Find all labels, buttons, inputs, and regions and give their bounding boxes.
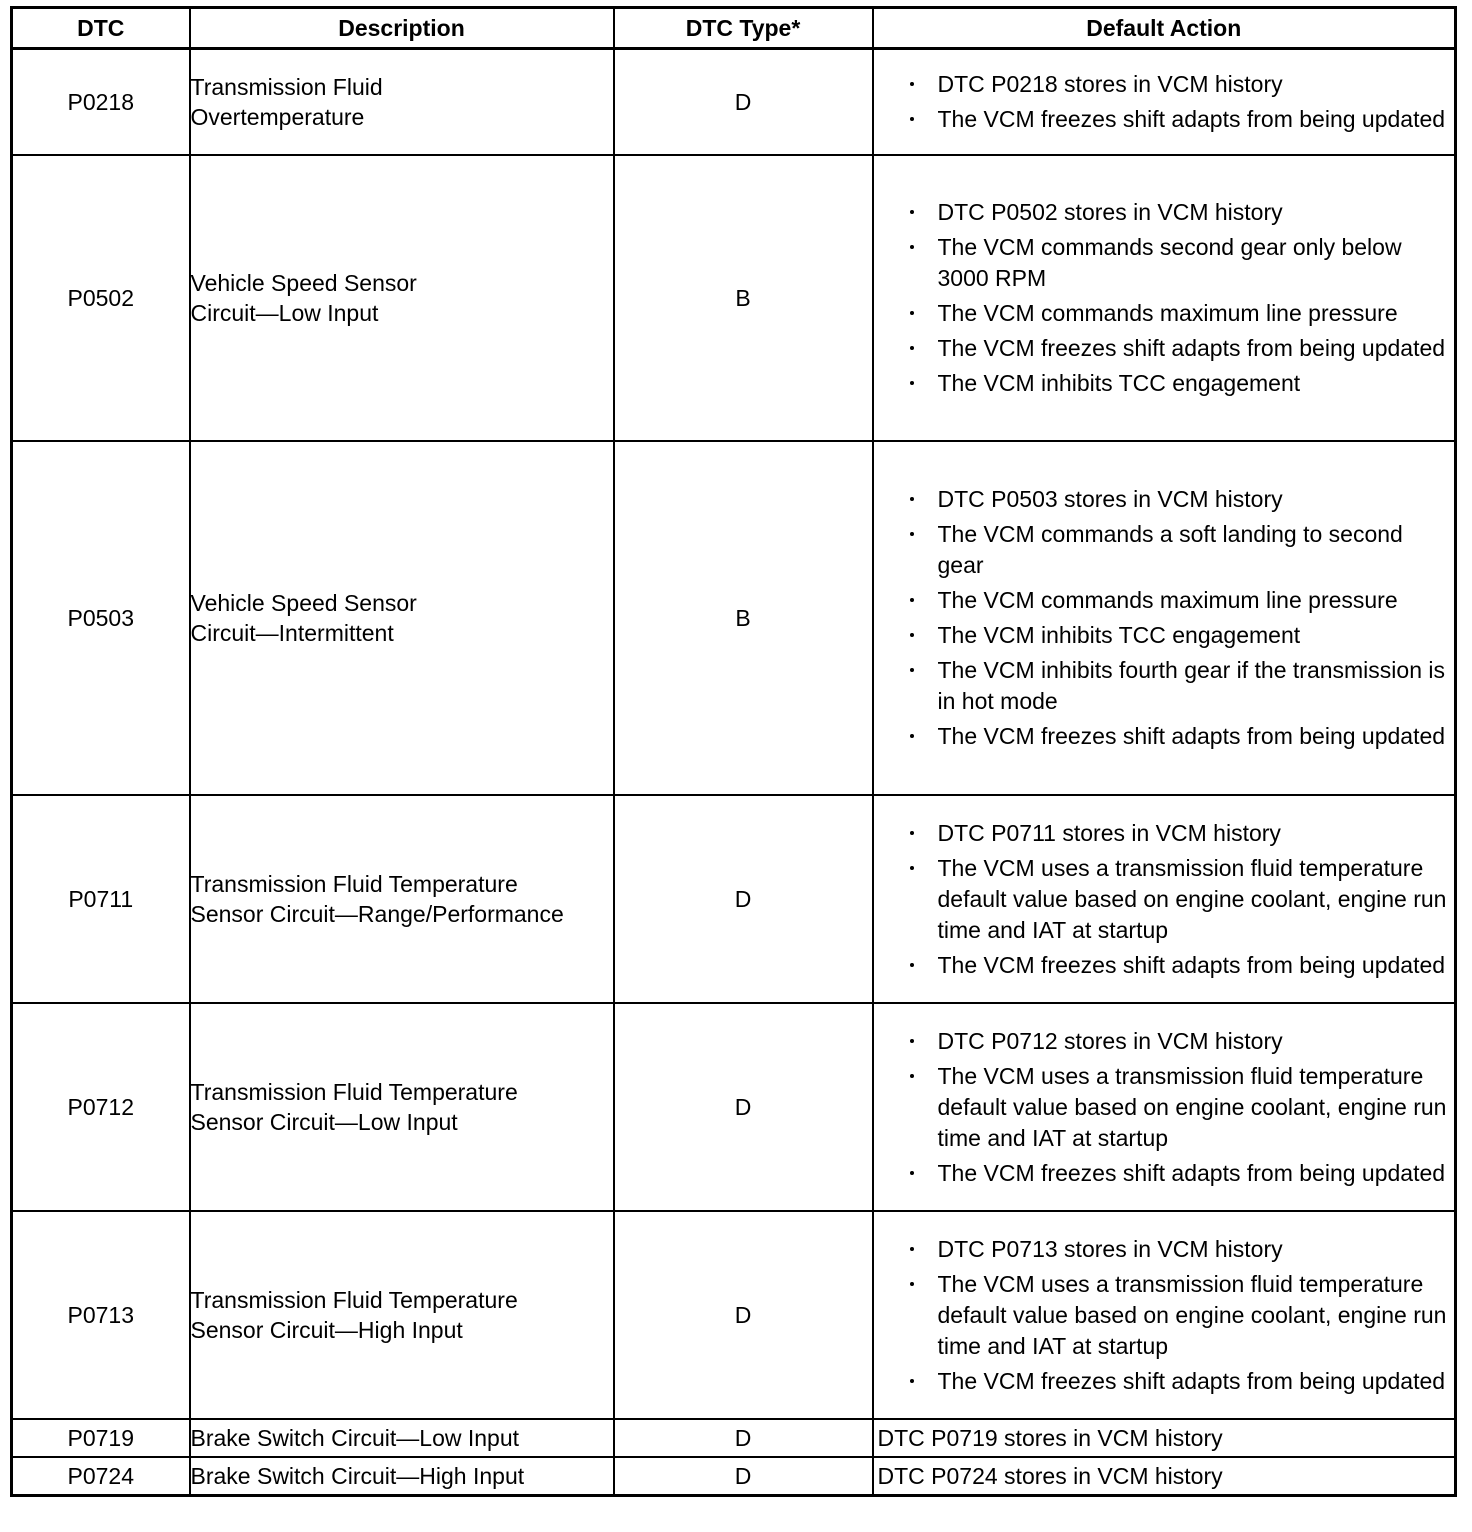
bullet-icon: [910, 532, 914, 536]
bullet-icon: [910, 866, 914, 870]
table-row: [12, 1419, 1456, 1457]
action-text: The VCM commands a soft landing to second gear: [937, 521, 1403, 578]
table-row: [12, 795, 1456, 1003]
bullet-icon: [910, 963, 914, 967]
bullet-icon: [910, 245, 914, 249]
action-text: DTC P0711 stores in VCM history: [937, 819, 1281, 846]
action-item: [874, 519, 1455, 581]
table-row: [12, 1211, 1456, 1419]
dtc-type: D: [614, 1419, 873, 1457]
bullet-icon: [910, 668, 914, 672]
description-line: Vehicle Speed Sensor: [190, 590, 417, 616]
description-line: Sensor Circuit—Range/Performance: [190, 901, 564, 927]
dtc-code: P0712: [12, 1003, 190, 1211]
action-item: [874, 232, 1455, 294]
header-dtc: DTC: [12, 8, 190, 49]
dtc-code: P0218: [12, 49, 190, 156]
action-item: [874, 853, 1455, 946]
dtc-code: P0719: [12, 1419, 190, 1457]
action-text: The VCM uses a transmission fluid temperature default value based on engine coolant, engine run time and IAT at startup: [937, 1270, 1447, 1359]
action-text: DTC P0713 stores in VCM history: [937, 1235, 1283, 1262]
bullet-icon: [910, 734, 914, 738]
dtc-code: P0713: [12, 1211, 190, 1419]
description-line: Sensor Circuit—Low Input: [190, 1109, 458, 1135]
description-line: Brake Switch Circuit—Low Input: [190, 1425, 520, 1451]
dtc-code: P0502: [12, 155, 190, 441]
table-header-row: [12, 8, 1456, 49]
action-text: The VCM uses a transmission fluid temperature default value based on engine coolant, engine run time and IAT at startup: [937, 854, 1447, 943]
action-text: DTC P0712 stores in VCM history: [937, 1027, 1283, 1054]
description-line: Transmission Fluid Temperature: [190, 1287, 518, 1313]
dtc-description: [190, 1419, 614, 1457]
action-item: [874, 1269, 1455, 1362]
dtc-description: [190, 1211, 614, 1419]
dtc-code: P0711: [12, 795, 190, 1003]
bullet-icon: [910, 346, 914, 350]
table-body: [12, 49, 1456, 1496]
action-item: [874, 69, 1455, 100]
action-item: [874, 104, 1455, 135]
dtc-type: D: [614, 1457, 873, 1496]
dtc-type: D: [614, 1211, 873, 1419]
action-text: The VCM freezes shift adapts from being updated: [937, 723, 1446, 749]
action-text: The VCM freezes shift adapts from being updated: [937, 951, 1446, 978]
bullet-icon: [910, 311, 914, 315]
bullet-icon: [910, 1171, 914, 1175]
dtc-description: [190, 441, 614, 795]
bullet-icon: [910, 1039, 914, 1043]
description-line: Vehicle Speed Sensor: [190, 270, 417, 296]
action-list: [874, 818, 1455, 981]
table-row: [12, 155, 1456, 441]
action-list: [874, 1026, 1455, 1189]
description-line: Circuit—Intermittent: [190, 620, 394, 646]
default-action: [873, 795, 1456, 1003]
action-item: [874, 655, 1455, 717]
description-line: Circuit—Low Input: [190, 300, 379, 326]
header-dtc-type: DTC Type*: [614, 8, 873, 49]
action-item: [874, 484, 1455, 515]
action-text: The VCM freezes shift adapts from being updated: [937, 106, 1446, 132]
action-text: The VCM commands second gear only below 3000 RPM: [937, 234, 1402, 291]
action-item: [874, 620, 1455, 651]
description-line: Transmission Fluid Temperature: [190, 871, 518, 897]
action-list: [874, 1234, 1455, 1397]
description-line: Brake Switch Circuit—High Input: [190, 1463, 525, 1489]
table-row: [12, 49, 1456, 156]
action-list: [874, 197, 1455, 399]
action-item: [874, 1026, 1455, 1057]
action-text: The VCM uses a transmission fluid temperature default value based on engine coolant, engine run time and IAT at startup: [937, 1062, 1447, 1151]
dtc-table: [10, 6, 1457, 1497]
dtc-type: D: [614, 795, 873, 1003]
action-item: [874, 585, 1455, 616]
action-text: The VCM inhibits TCC engagement: [937, 622, 1301, 648]
dtc-type: D: [614, 1003, 873, 1211]
action-item: [874, 1234, 1455, 1265]
dtc-description: [190, 49, 614, 156]
action-item: [874, 721, 1455, 752]
default-action: [873, 49, 1456, 156]
action-text: The VCM commands maximum line pressure: [937, 300, 1398, 326]
action-text: The VCM freezes shift adapts from being updated: [937, 335, 1446, 361]
description-line: Overtemperature: [190, 104, 365, 130]
bullet-icon: [910, 82, 914, 86]
action-text: DTC P0218 stores in VCM history: [937, 71, 1283, 97]
action-item: [874, 197, 1455, 228]
dtc-code: P0503: [12, 441, 190, 795]
action-item: [874, 1366, 1455, 1397]
action-list: [874, 484, 1455, 752]
dtc-type: B: [614, 441, 873, 795]
action-text: DTC P0502 stores in VCM history: [937, 199, 1283, 225]
bullet-icon: [910, 831, 914, 835]
header-description: Description: [190, 8, 614, 49]
dtc-description: [190, 795, 614, 1003]
default-action: [873, 441, 1456, 795]
action-text: The VCM commands maximum line pressure: [937, 587, 1398, 613]
bullet-icon: [910, 497, 914, 501]
action-item: [874, 1158, 1455, 1189]
bullet-icon: [910, 210, 914, 214]
bullet-icon: [910, 381, 914, 385]
action-text: The VCM inhibits TCC engagement: [937, 370, 1301, 396]
action-item: [874, 298, 1455, 329]
default-action: [873, 155, 1456, 441]
default-action: [873, 1211, 1456, 1419]
bullet-icon: [910, 1379, 914, 1383]
header-default-action: Default Action: [873, 8, 1456, 49]
bullet-icon: [910, 1074, 914, 1078]
default-action: [873, 1003, 1456, 1211]
action-text: The VCM inhibits fourth gear if the transmission is in hot mode: [937, 657, 1445, 714]
bullet-icon: [910, 1247, 914, 1251]
table-row: [12, 1003, 1456, 1211]
description-line: Transmission Fluid Temperature: [190, 1079, 518, 1105]
action-item: [874, 950, 1455, 981]
description-line: Transmission Fluid: [190, 74, 383, 100]
default-action: DTC P0719 stores in VCM history: [873, 1419, 1456, 1457]
dtc-type: D: [614, 49, 873, 156]
bullet-icon: [910, 117, 914, 121]
action-text: DTC P0503 stores in VCM history: [937, 486, 1283, 512]
action-item: [874, 818, 1455, 849]
dtc-description: [190, 1457, 614, 1496]
bullet-icon: [910, 1282, 914, 1286]
action-text: The VCM freezes shift adapts from being updated: [937, 1367, 1446, 1394]
bullet-icon: [910, 633, 914, 637]
dtc-description: [190, 1003, 614, 1211]
dtc-code: P0724: [12, 1457, 190, 1496]
bullet-icon: [910, 598, 914, 602]
default-action: DTC P0724 stores in VCM history: [873, 1457, 1456, 1496]
action-item: [874, 1061, 1455, 1154]
dtc-description: [190, 155, 614, 441]
dtc-type: B: [614, 155, 873, 441]
description-line: Sensor Circuit—High Input: [190, 1317, 463, 1343]
action-list: [874, 69, 1455, 135]
table-row: [12, 1457, 1456, 1496]
action-item: [874, 368, 1455, 399]
action-item: [874, 333, 1455, 364]
table-row: [12, 441, 1456, 795]
document-page: [10, 6, 1454, 1497]
action-text: The VCM freezes shift adapts from being updated: [937, 1159, 1446, 1186]
